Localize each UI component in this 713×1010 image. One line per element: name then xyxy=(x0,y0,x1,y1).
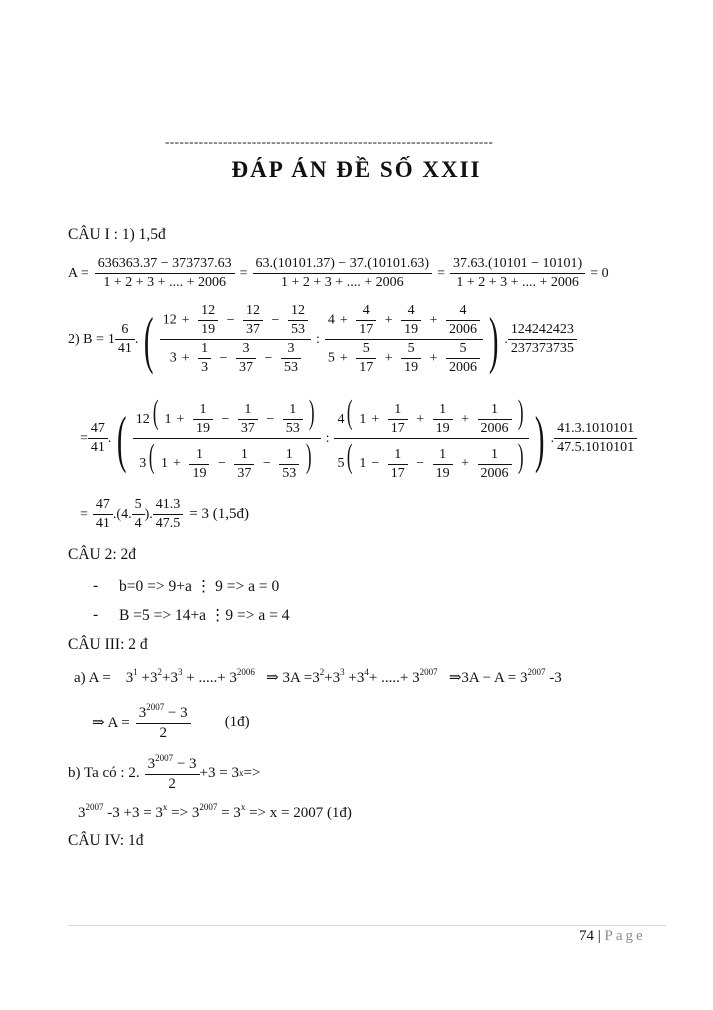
a1-denominator: 1 + 2 + 3 + .... + 2006 xyxy=(103,275,226,290)
cau3-heading: CÂU III: 2 đ xyxy=(68,636,148,653)
cau3-b-line: b) Ta có : 2. $\frac{3^{2007} - 3}{2}$ +3 = 3 x => xyxy=(68,753,261,792)
equation-a xyxy=(68,256,614,291)
cau3-a-line: a) A = $3^1 +3^2+3^3$ + .....+ $3^{2006}$ ⇒ $3A =3^2+3^3 +3^4+$ .....+ $3^{2007}$ ⇒3A − $A = 3^{2007}$ -3 xyxy=(74,667,562,686)
left-paren: ( xyxy=(117,402,127,474)
cau2-heading: CÂU 2: 2đ xyxy=(68,546,137,563)
a3-numerator: 37.63.(10101 − 10101) xyxy=(450,256,585,274)
fraction-b-last xyxy=(508,322,577,357)
fraction-a3 xyxy=(450,256,585,291)
cau2-item-2: B =5 => 14+a ⋮9 => a = 4 xyxy=(119,607,290,624)
fraction-c-left: 12( 1 + $\frac{1}{19}$ − $\frac{1}{37}$ − $\frac{1}{53}$ ) 3( 1 + $\frac{1}{19}$ − $\frac{1}{37}$ − $\frac{1}{53}$ ) xyxy=(133,396,321,482)
a1-numerator: 636363.37 − 373737.63 xyxy=(95,256,235,274)
colon: : xyxy=(315,331,320,347)
right-paren: ) xyxy=(535,402,545,474)
cau2-bullet-2: - xyxy=(93,606,99,623)
fraction-a1 xyxy=(95,256,235,291)
equals: = xyxy=(437,265,445,281)
dot: . xyxy=(504,331,508,347)
dot: . xyxy=(134,331,139,347)
b-mixed-denominator: 41 xyxy=(117,341,132,356)
result-zero: = 0 xyxy=(590,265,609,281)
separator-line: -------------------------------------------------------------------- xyxy=(165,134,494,149)
left-paren: ( xyxy=(144,303,154,375)
b-whole: 1 xyxy=(107,331,115,347)
a3-denominator: 1 + 2 + 3 + .... + 2006 xyxy=(456,275,579,290)
cau4-heading: CÂU IV: 1đ xyxy=(68,832,144,849)
fraction-c-coef: $\frac{47}{41}$ xyxy=(88,421,108,456)
page-word: Page xyxy=(604,928,646,944)
equals: = xyxy=(239,265,248,281)
page-footer xyxy=(579,928,646,945)
fraction-b-right xyxy=(325,303,483,376)
equation-b xyxy=(68,303,577,376)
a2-numerator: 63.(10101.37) − 37.(10101.63) xyxy=(253,256,433,274)
cau2-bullet-1: - xyxy=(93,577,99,594)
b-left-denominator: 3 + $\frac{1}{3}$ − $\frac{3}{37}$ − $\frac{3}{53}$ xyxy=(160,340,311,376)
a-label: A = xyxy=(68,265,89,281)
footer-divider xyxy=(68,925,666,926)
b-left-numerator: 12 + $\frac{12}{19}$ − $\frac{12}{37}$ − $\frac{12}{53}$ xyxy=(160,303,311,340)
fraction-c-last: $\frac{41.3.1010101}{47.5.1010101}$ xyxy=(554,421,637,456)
cau3-a-result: ⇒ A = $\frac{3^{2007} - 3}{2}$ (1đ) xyxy=(92,702,250,741)
fraction-c-right: 4( 1 + $\frac{1}{17}$ + $\frac{1}{19}$ + $\frac{1}{2006}$ ) 5( 1 − $\frac{1}{17}$ − $\frac{1}{19}$ + $\frac{1}{2006}$ ) xyxy=(334,396,529,482)
b-last-denominator: 237373735 xyxy=(510,341,574,356)
fraction-b-mixed xyxy=(115,322,135,357)
fraction-b-left xyxy=(160,303,311,376)
b-mixed-numerator: 6 xyxy=(115,322,135,340)
page-title: ĐÁP ÁN ĐỀ SỐ XXII xyxy=(231,157,482,182)
equation-c: = $\frac{47}{41}$ . ( 12( 1 + $\frac{1}{19}$ − $\frac{1}{37}$ − $\frac{1}{53}$ ) 3( 1 + $\frac{1}{19}$ − $\frac{1}{37}$ − $\frac{1}{53}$ ) : 4( 1 + $\frac{1}{17}$ + $\frac{1}{19}$ + $\frac{1}{2006}$ ) 5( 1 − $\frac{1}{17}$ − $\frac{1}{19}$ + $\frac{1}{2006}$ ) ) . $\frac{41.3.1010101}{47.5.1010101}$ xyxy=(80,396,637,482)
cau3-b-result: $3^{2007}$ $-3 +3 = 3^x => 3^{2007} = 3^x => x = 2007$ (1đ) xyxy=(78,802,352,821)
cau2-item-1: b=0 => 9+a ⋮ 9 => a = 0 xyxy=(119,578,280,595)
b-label: 2) B = xyxy=(68,331,104,347)
cau1-heading: CÂU I : 1) 1,5đ xyxy=(68,226,166,243)
right-paren: ) xyxy=(488,303,499,375)
fraction-a2 xyxy=(253,256,433,291)
page-number: 74 | xyxy=(579,928,605,944)
b-right-denominator: 5 + $\frac{5}{17}$ + $\frac{5}{19}$ + $\frac{5}{2006}$ xyxy=(325,340,483,376)
b-last-numerator: 124242423 xyxy=(508,322,577,340)
b-right-numerator: 4 + $\frac{4}{17}$ + $\frac{4}{19}$ + $\frac{4}{2006}$ xyxy=(325,303,483,340)
a2-denominator: 1 + 2 + 3 + .... + 2006 xyxy=(281,275,404,290)
equation-final: = $\frac{47}{41}$ .(4. $\frac{5}{4}$ ). $\frac{41.3}{47.5}$ = 3 (1,5đ) xyxy=(80,497,249,531)
